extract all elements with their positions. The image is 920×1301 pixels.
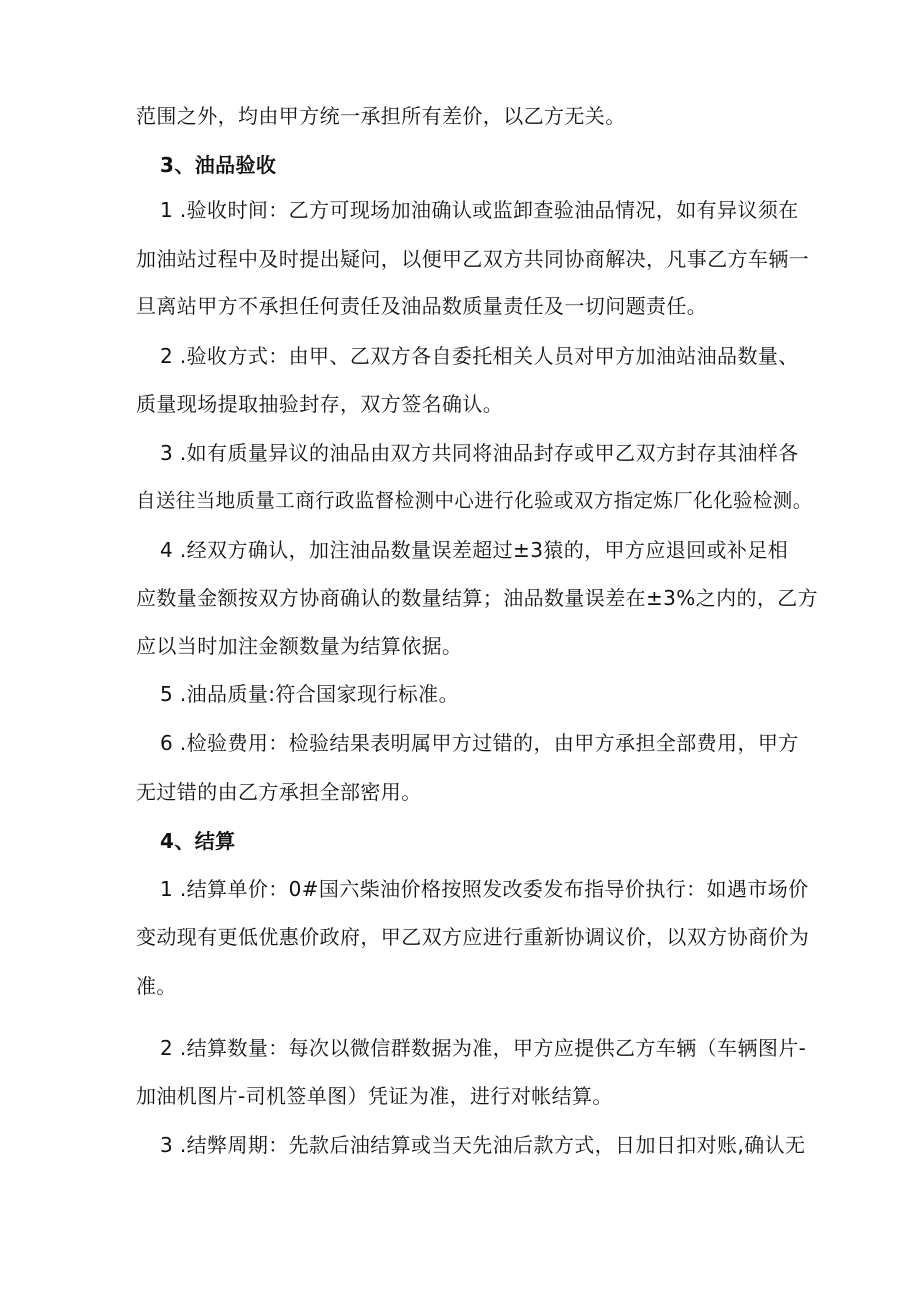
text-line: 加油机图片-司机签单图）凭证为准，进行对帐结算。 xyxy=(136,1084,613,1108)
text-line: 应数量金额按双方协商确认的数量结算；油品数量误差在±3%之内的，乙方 xyxy=(136,586,819,610)
text-line: 6 .检验费用：检验结果表明属甲方过错的，由甲方承担全部费用，甲方 xyxy=(160,731,799,755)
text-line: 加油站过程中及时提出疑问，以便甲乙双方共同协商解决，凡事乙方车辆一 xyxy=(136,247,810,271)
section-heading: 4、结算 xyxy=(160,829,236,853)
text-line: 1 .结算单价：0#国六柴油价格按照发改委发布指导价执行：如遇市场价 xyxy=(160,877,809,901)
text-line: 3 .结弊周期：先款后油结算或当天先油后款方式，日加日扣对账,确认无 xyxy=(160,1133,806,1157)
text-line: 2 .验收方式：由甲、乙双方各自委托相关人员对甲方加油站油品数量、 xyxy=(160,344,799,368)
text-line: 准。 xyxy=(136,974,177,998)
text-line: 应以当时加注金额数量为结算依据。 xyxy=(136,634,463,658)
section-heading: 3、油品验收 xyxy=(160,153,277,177)
text-line: 旦离站甲方不承担任何责任及油品数质量责任及一切问题责任。 xyxy=(136,294,708,318)
text-line: 变动现有更低优惠价政府，甲乙双方应进行重新协调议价，以双方协商价为 xyxy=(136,925,810,949)
text-line: 范围之外，均由甲方统一承担所有差价，以乙方无关。 xyxy=(136,104,626,128)
text-line: 4 .经双方确认，加注油品数量误差超过±3猿的，甲方应退回或补足相 xyxy=(160,538,789,562)
text-line: 无过错的由乙方承担全部密用。 xyxy=(136,780,422,804)
text-line: 1 .验收时间：乙方可现场加油确认或监卸查验油品情况，如有异议须在 xyxy=(160,198,799,222)
text-line: 自送往当地质量工商行政监督检测中心进行化验或双方指定炼厂化化验检测。 xyxy=(136,489,813,512)
text-line: 5 .油品质量:符合国家现行标准。 xyxy=(160,682,459,706)
text-line: 质量现场提取抽验封存，双方签名确认。 xyxy=(136,392,504,416)
text-line: 2 .结算数量：每次以微信群数据为准，甲方应提供乙方车辆（车辆图片- xyxy=(160,1036,807,1060)
text-line: 3 .如有质量异议的油品由双方共同将油品封存或甲乙双方封存其油样各 xyxy=(160,441,799,465)
